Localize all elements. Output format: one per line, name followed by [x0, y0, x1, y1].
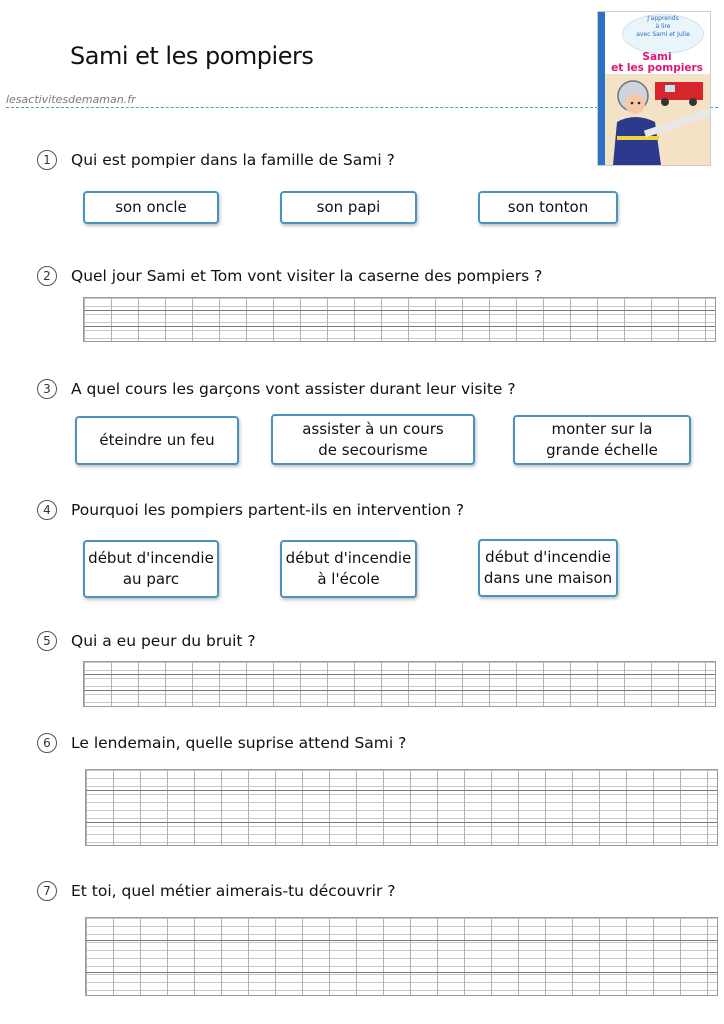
- answer-choice[interactable]: [271, 414, 475, 465]
- cover-badge: [622, 14, 704, 54]
- question-4: [37, 500, 464, 520]
- question-number: 3: [37, 379, 57, 399]
- question-text: Qui a eu peur du bruit ?: [71, 632, 256, 650]
- cover-badge-line1: J'apprends: [647, 15, 679, 22]
- question-number: 7: [37, 881, 57, 901]
- face: [625, 94, 645, 114]
- answer-choice[interactable]: son oncle: [83, 191, 219, 224]
- cover-badge-line2: à lire: [655, 23, 671, 30]
- choice-line: monter sur la: [551, 420, 653, 438]
- firefighter-drawing: [605, 74, 710, 165]
- cover-badge-line3: avec Sami et Julie: [636, 31, 690, 38]
- question-text: A quel cours les garçons vont assister durant leur visite ?: [71, 380, 516, 398]
- fire-truck: [655, 82, 703, 100]
- firefighter-illustration: [605, 74, 710, 165]
- question-2: [37, 266, 542, 286]
- choice-line: début d'incendie: [88, 549, 214, 567]
- question-number: 5: [37, 631, 57, 651]
- answer-choice[interactable]: [75, 416, 239, 465]
- writing-lines[interactable]: [83, 297, 716, 342]
- question-7: [37, 881, 396, 901]
- answer-choice[interactable]: [83, 540, 219, 598]
- dashed-divider: [6, 107, 598, 108]
- answer-choice[interactable]: [478, 539, 618, 597]
- question-3: [37, 379, 516, 399]
- cover-title-line1: Sami: [642, 51, 672, 63]
- book-cover-image: [597, 11, 711, 166]
- choice-line: début d'incendie: [485, 548, 611, 566]
- choice-line: assister à un cours: [302, 419, 444, 438]
- question-text: Le lendemain, quelle suprise attend Sami ?: [71, 734, 407, 752]
- choice-line: grande échelle: [546, 441, 658, 459]
- writing-lines[interactable]: [85, 917, 718, 996]
- page-title: Sami et les pompiers: [70, 42, 314, 70]
- choice-line: de secourisme: [318, 440, 428, 459]
- writing-lines[interactable]: [85, 769, 718, 846]
- cover-title-line2: et les pompiers: [611, 62, 703, 74]
- choice-line: au parc: [122, 570, 180, 588]
- answer-choice[interactable]: son papi: [280, 191, 417, 224]
- question-5: [37, 631, 256, 651]
- question-text: Quel jour Sami et Tom vont visiter la caserne des pompiers ?: [71, 267, 543, 285]
- question-1: [37, 150, 395, 170]
- question-number: 1: [37, 150, 57, 170]
- answer-choice[interactable]: [280, 540, 417, 598]
- question-text: Et toi, quel métier aimerais-tu découvrir ?: [71, 882, 396, 900]
- answer-choice[interactable]: son tonton: [478, 191, 618, 224]
- choice-line: dans une maison: [483, 569, 613, 587]
- question-text: Qui est pompier dans la famille de Sami ?: [71, 151, 395, 169]
- question-number: 4: [37, 500, 57, 520]
- choice-line: à l'école: [317, 570, 380, 588]
- question-number: 2: [37, 266, 57, 286]
- cover-spine: [598, 12, 605, 165]
- cover-title: [607, 52, 707, 74]
- choice-line: début d'incendie: [285, 549, 412, 567]
- answer-choice[interactable]: [513, 415, 691, 465]
- uniform: [613, 117, 661, 165]
- question-text: Pourquoi les pompiers partent-ils en intervention ?: [71, 501, 465, 519]
- question-number: 6: [37, 733, 57, 753]
- question-6: [37, 733, 406, 753]
- site-watermark: lesactivitesdemaman.fr: [6, 93, 136, 106]
- writing-lines[interactable]: [83, 661, 716, 707]
- choice-line: éteindre un feu: [99, 431, 215, 449]
